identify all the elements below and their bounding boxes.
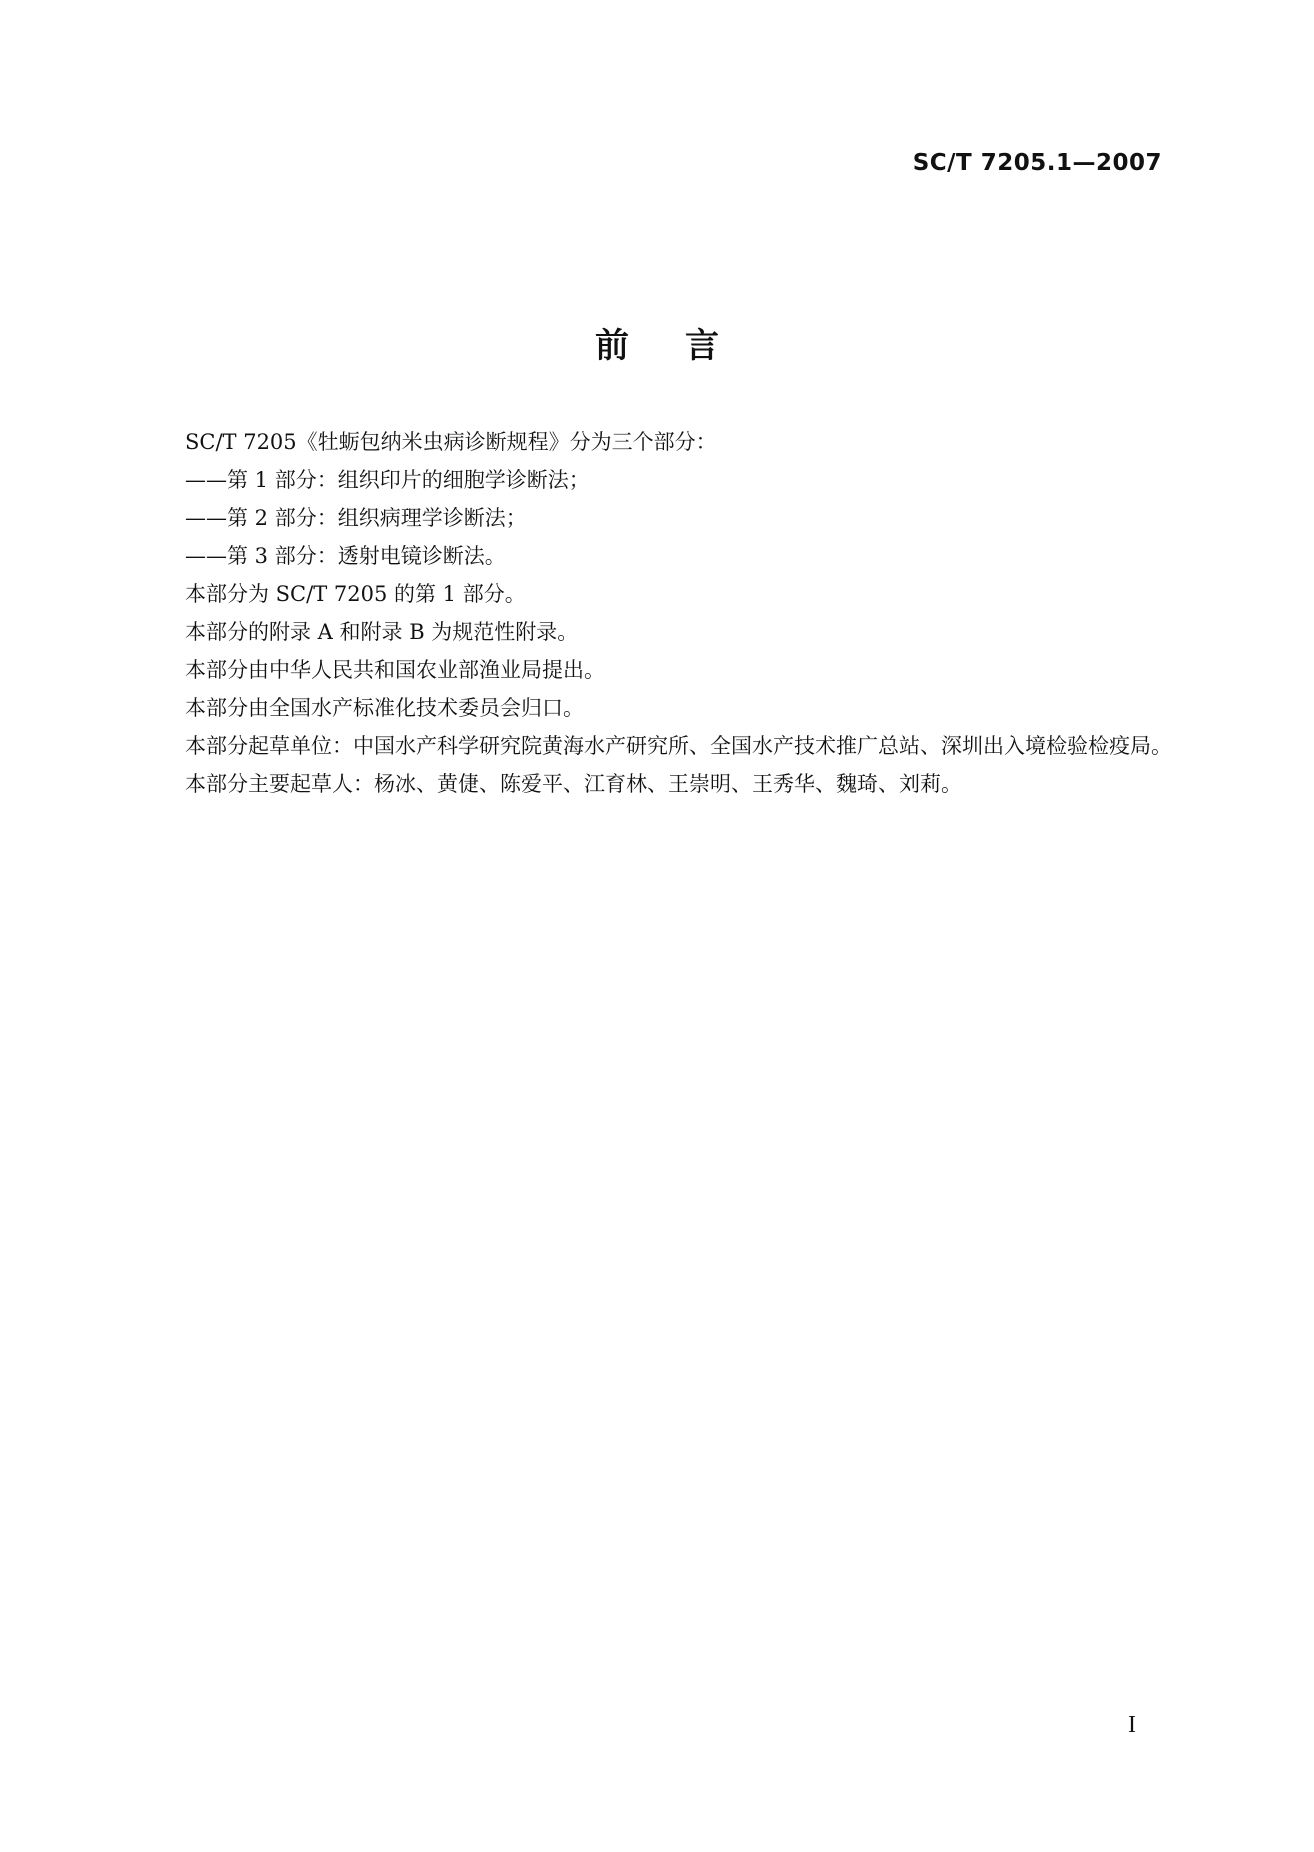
foreword-body <box>141 423 1181 803</box>
standard-number: SC/T 7205.1—2007 <box>912 150 1162 176</box>
paragraph-part-3: ——第 3 部分：透射电镜诊断法。 <box>185 544 506 568</box>
page-title: 前言 <box>595 326 775 366</box>
paragraph-proposed-by: 本部分由中华人民共和国农业部渔业局提出。 <box>185 658 605 682</box>
paragraph-drafters: 本部分主要起草人：杨冰、黄倢、陈爱平、江育林、王崇明、王秀华、魏琦、刘莉。 <box>185 772 962 796</box>
paragraph-intro: SC/T 7205《牡蛎包纳米虫病诊断规程》分为三个部分： <box>185 430 717 454</box>
paragraph-annexes: 本部分的附录 A 和附录 B 为规范性附录。 <box>185 620 579 644</box>
page-number: I <box>1128 1712 1136 1738</box>
paragraph-part-1: ——第 1 部分：组织印片的细胞学诊断法； <box>185 468 590 492</box>
paragraph-drafting-units: 本部分起草单位：中国水产科学研究院黄海水产研究所、全国水产技术推广总站、深圳出入境检验检疫局。 <box>185 734 1172 758</box>
paragraph-this-part: 本部分为 SC/T 7205 的第 1 部分。 <box>185 582 526 606</box>
paragraph-centralized-by: 本部分由全国水产标准化技术委员会归口。 <box>185 696 584 720</box>
paragraph-part-2: ——第 2 部分：组织病理学诊断法； <box>185 506 527 530</box>
